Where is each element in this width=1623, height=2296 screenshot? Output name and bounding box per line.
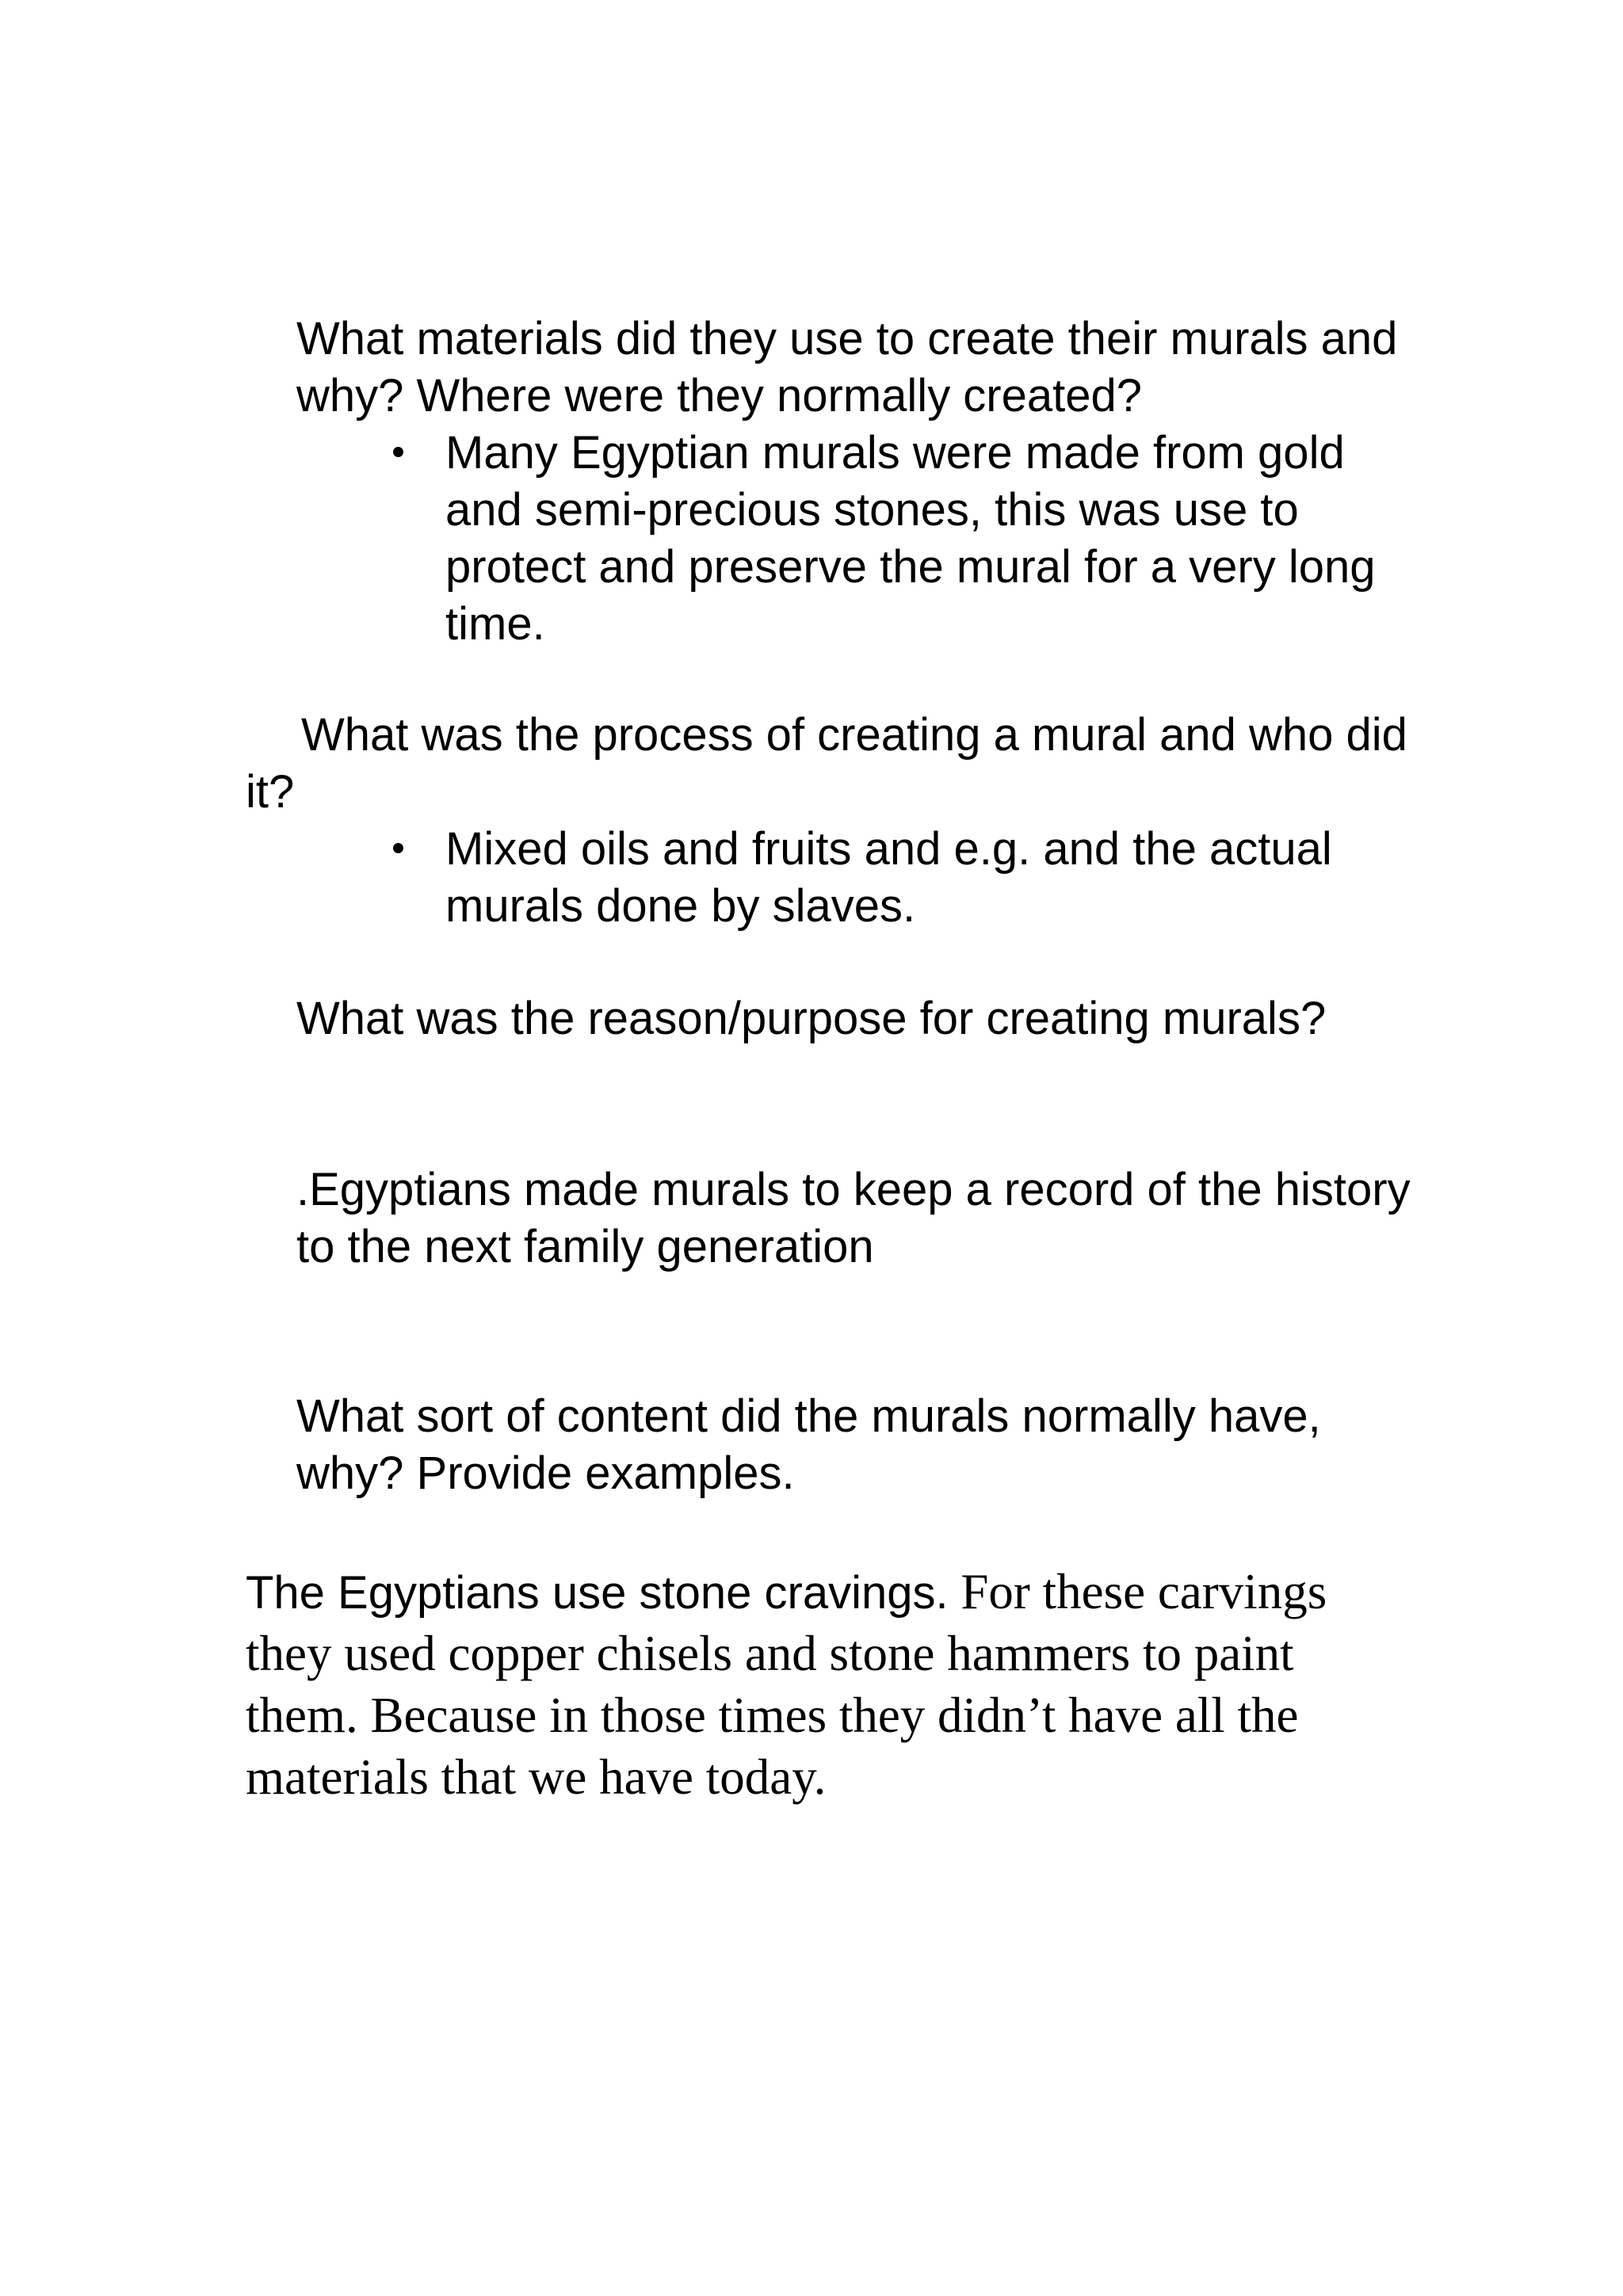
answer-content-serif: For these carvings they used copper chisels and stone hammers to paint them. Because in those times they didn’t have all the materials that we have today.	[246, 1564, 1327, 1805]
bullet-dot-icon	[393, 843, 403, 853]
bullet-list-materials	[390, 425, 1420, 653]
answer-content-sans: The Egyptians use stone cravings.	[246, 1567, 949, 1619]
question-purpose: What was the reason/purpose for creating murals?	[296, 993, 1327, 1044]
list-item	[390, 821, 1420, 935]
bullet-text: Mixed oils and fruits and e.g. and the actual murals done by slaves.	[445, 823, 1332, 932]
bullet-text: Many Egyptian murals were made from gold and semi-precious stones, this was use to protect and preserve the mural for a very long time.	[445, 427, 1376, 650]
question-process-text: What was the process of creating a mural and who did it?	[246, 709, 1407, 818]
answer-purpose: .Egyptians made murals to keep a record of the history to the next family generation	[296, 1164, 1411, 1272]
bullet-list-process	[390, 821, 1420, 935]
list-item	[390, 425, 1420, 653]
question-process	[246, 707, 1419, 821]
bullet-dot-icon	[393, 447, 403, 457]
question-content: What sort of content did the murals normally have, why? Provide examples.	[296, 1390, 1321, 1499]
question-materials: What materials did they use to create their murals and why? Where were they normally created?	[296, 313, 1398, 421]
answer-content	[246, 1561, 1387, 1808]
